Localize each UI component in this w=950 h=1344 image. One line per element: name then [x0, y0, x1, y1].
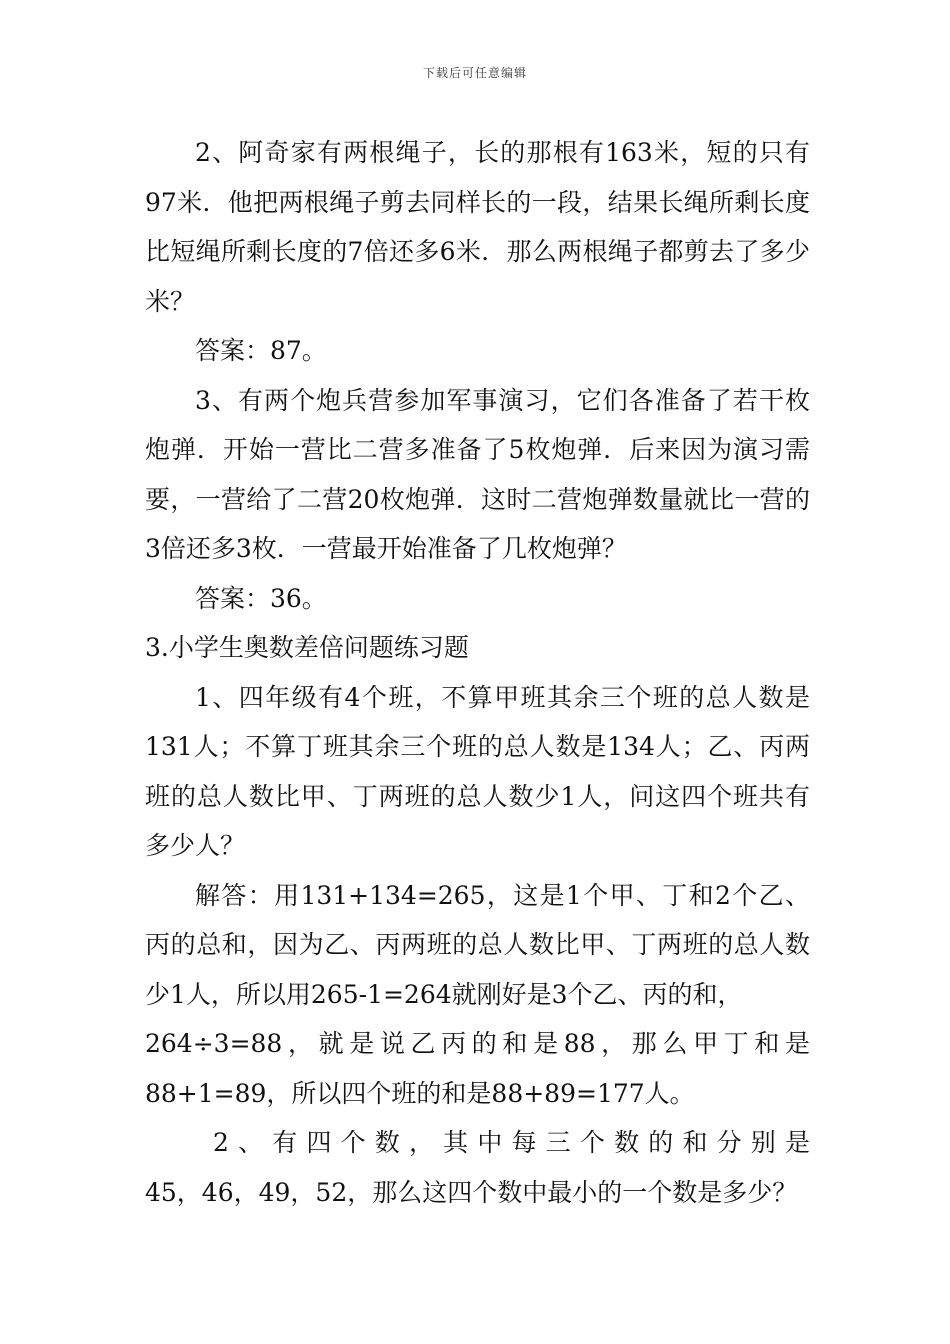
section-3-question-1-solution: 解答：用131+134=265，这是1个甲、丁和2个乙、丙的总和，因为乙、丙两班的总人数比甲、丁两班的总人数少1人，所以用265-1=264就刚好是3个乙、丙的和，: [145, 880, 810, 1009]
question-2-answer: 答案：87。: [195, 336, 327, 365]
section-3-question-1-solution-line: 264÷3=88，就是说乙丙的和是88，那么甲丁和是: [145, 1029, 810, 1058]
question-2-text: 2、阿奇家有两根绳子，长的那根有163米，短的只有97米．他把两根绳子剪去同样长的一段，结果长绳所剩长度比短绳所剩长度的7倍还多6米．那么两根绳子都剪去了多少米？: [145, 138, 810, 316]
section-title: 3.小学生奥数差倍问题练习题: [145, 633, 469, 662]
question-3-text: 3、有两个炮兵营参加军事演习，它们各准备了若干枚炮弹．开始一营比二营多准备了5枚炮弹．后来因为演习需要，一营给了二营20枚炮弹．这时二营炮弹数量就比一营的3倍还多3枚．一营最开始准备了几枚炮弹？: [145, 385, 810, 563]
question-3-answer: 答案：36。: [195, 583, 327, 613]
section-3-question-2-line2: 45，46，49，52，那么这四个数中最小的一个数是多少？: [145, 1177, 798, 1207]
section-3-question-2-line1: 2、有四个数，其中每三个数的和分别是: [213, 1128, 810, 1157]
page-header: 下载后可任意编辑: [422, 66, 527, 80]
section-3-question-1-solution-end: 88+1=89，所以四个班的和是88+89=177人。: [145, 1078, 695, 1108]
document-body: [145, 128, 810, 1217]
section-3-question-1-text: 1、四年级有4个班，不算甲班其余三个班的总人数是131人；不算丁班其余三个班的总人数是134人；乙、丙两班的总人数比甲、丁两班的总人数少1人，问这四个班共有多少人？: [145, 682, 810, 860]
